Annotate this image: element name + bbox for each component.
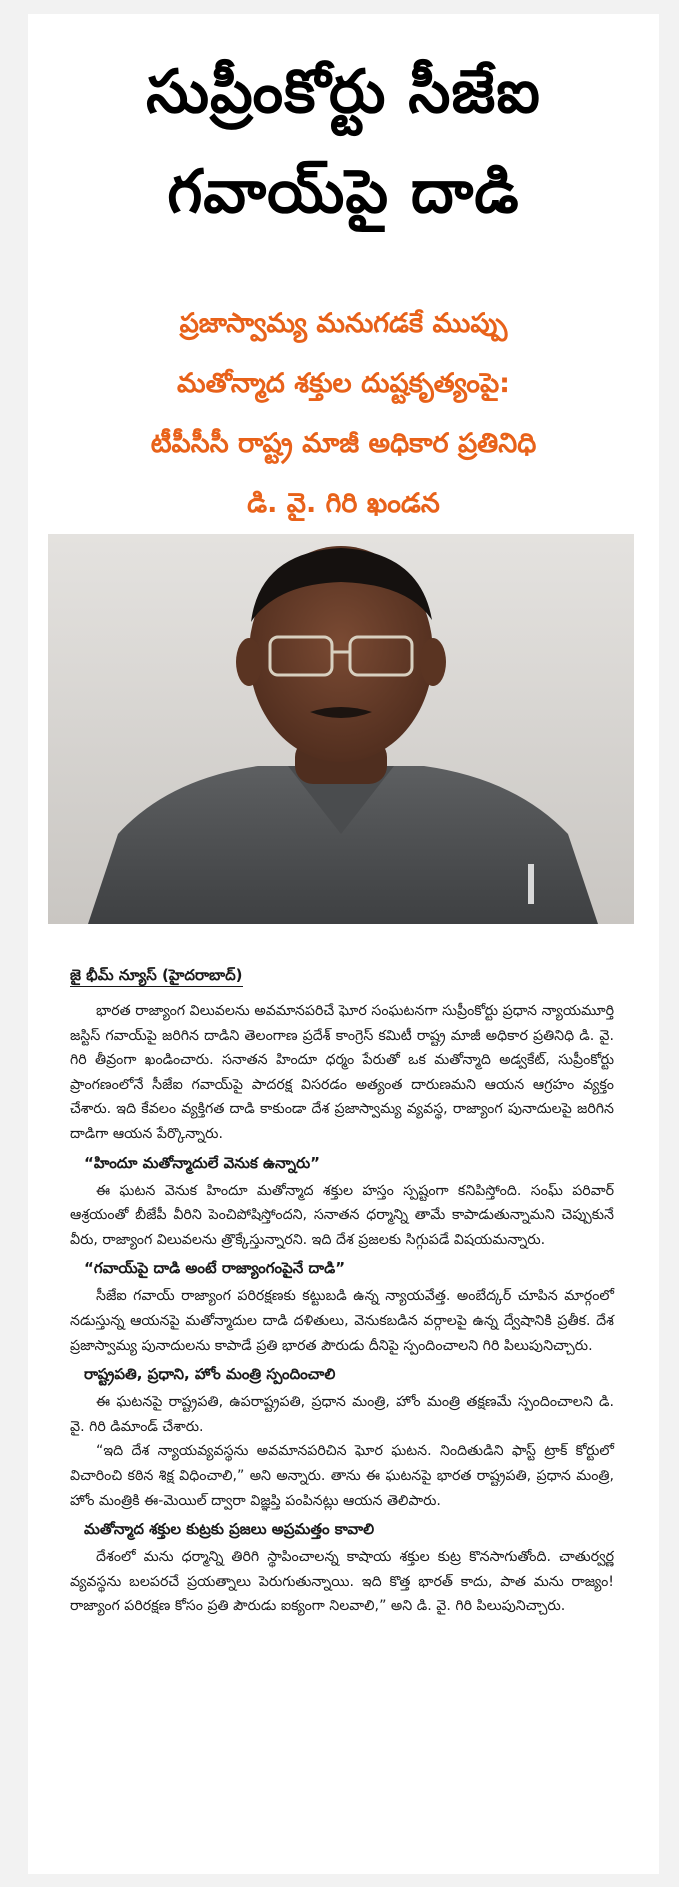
article-paragraph: ఈ ఘటనపై రాష్ట్రపతి, ఉపరాష్ట్రపతి, ప్రధాన మంత్రి, హోం మంత్రి తక్షణమే స్పందించాలని డి. వై. గిరి డిమాండ్ చేశారు.	[70, 1394, 614, 1435]
article-paragraph: సీజేఐ గవాయ్ రాజ్యాంగ పరిరక్షణకు కట్టుబడి ఉన్న న్యాయవేత్త. అంబేద్కర్ చూపిన మార్గంలో నడుస్తున్న ఆయనపై మతోన్మాదుల దాడి దళితులు, వెనుకబడిన వర్గాలపై ఉన్న ద్వేషానికి ప్రతీక. దేశ ప్రజాస్వామ్య పునాదులను కాపాడే ప్రతి భారత పౌరుడు దీనిపై స్పందించాలని గిరి పిలుపునిచ్చారు.	[70, 1288, 614, 1354]
portrait-photo	[48, 534, 634, 924]
article-body	[70, 964, 614, 1619]
article-blocks	[70, 999, 614, 1619]
portrait-illustration	[48, 534, 634, 924]
headline-line-1: సుప్రీంకోర్టు సీజేఐ	[146, 57, 541, 127]
headline-line-2: గవాయ్‌పై దాడి	[167, 157, 520, 227]
subheadline-line-4: డి. వై. గిరి ఖండన	[247, 488, 440, 519]
section-subtitle: “హిందూ మతోన్మాదులే వెనుక ఉన్నారు”	[84, 1153, 321, 1172]
subheadline-line-2: మతోన్మాద శక్తుల దుష్టకృత్యంపై:	[177, 368, 510, 399]
section-subtitle: మతోన్మాద శక్తుల కుట్రకు ప్రజలు అప్రమత్తం కావాలి	[84, 1520, 375, 1539]
dateline: జై భీమ్ న్యూస్ (హైదరాబాద్)	[70, 964, 243, 987]
article-paragraph: “ఇది దేశ న్యాయవ్యవస్థను అవమానపరిచిన ఘోర ఘటన. నిందితుడిని ఫాస్ట్ ట్రాక్ కోర్టులో విచారించి కఠిన శిక్ష విధించాలి,” అని అన్నారు. తాను ఈ ఘటనపై భారత రాష్ట్రపతి, ప్రధాన మంత్రి, హోం మంత్రికి ఈ-మెయిల్ ద్వారా విజ్ఞప్తి పంపినట్లు ఆయన తెలిపారు.	[70, 1443, 614, 1509]
subheadline-line-1: ప్రజాస్వామ్య మనుగడకే ముప్పు	[179, 308, 508, 339]
news-clipping	[28, 14, 659, 1874]
subheadline	[28, 294, 659, 534]
article-paragraph: దేశంలో మను ధర్మాన్ని తిరిగి స్థాపించాలన్న కాషాయ శక్తుల కుట్ర కొనసాగుతోంది. చాతుర్వర్ణ వ్యవస్థను బలపరచే ప్రయత్నాలు పెరుగుతున్నాయి. ఇది కొత్త భారత్ కాదు, పాత మను రాజ్యం! రాజ్యాంగ పరిరక్షణ కోసం ప్రతి పౌరుడు ఐక్యంగా నిలవాలి,” అని డి. వై. గిరి పిలుపునిచ్చారు.	[70, 1549, 614, 1615]
article-paragraph: భారత రాజ్యాంగ విలువలను అవమానపరిచే ఘోర సంఘటనగా సుప్రీంకోర్టు ప్రధాన న్యాయమూర్తి జస్టిస్ గవాయ్‌పై జరిగిన దాడిని తెలంగాణ ప్రదేశ్ కాంగ్రెస్ కమిటీ రాష్ట్ర మాజీ అధికార ప్రతినిధి డి. వై. గిరి తీవ్రంగా ఖండించారు. సనాతన హిందూ ధర్మం పేరుతో ఒక మతోన్మాది అడ్వకేట్, సుప్రీంకోర్టు ప్రాంగణంలోనే సీజేఐ గవాయ్‌పై పాదరక్ష విసరడం అత్యంత దారుణమని ఆయన ఆగ్రహం వ్యక్తం చేశారు. ఇది కేవలం వ్యక్తిగత దాడి కాకుండా దేశ ప్రజాస్వామ్య వ్యవస్థ, రాజ్యాంగ పునాదులపై జరిగిన దాడిగా ఆయన పేర్కొన్నారు.	[70, 1003, 614, 1142]
article-paragraph: ఈ ఘటన వెనుక హిందూ మతోన్మాద శక్తుల హస్తం స్పష్టంగా కనిపిస్తోంది. సంఘ్ పరివార్ ఆశ్రయంతో బీజేపీ వీరిని పెంచిపోషిస్తోందని, సనాతన ధర్మాన్ని తామే కాపాడుతున్నామని చెప్పుకునే వీరు, రాజ్యాంగ విలువలను త్రొక్కేస్తున్నారని. ఇది దేశ ప్రజలకు సిగ్గుపడే విషయమన్నారు.	[70, 1182, 614, 1248]
section-subtitle: రాష్ట్రపతి, ప్రధాని, హోం మంత్రి స్పందించాలి	[84, 1365, 336, 1384]
subheadline-line-3: టీపీసీసీ రాష్ట్ర మాజీ అధికార ప్రతినిధి	[150, 428, 537, 459]
headline	[28, 42, 659, 242]
section-subtitle: “గవాయ్‌పై దాడి అంటే రాజ్యాంగంపైనే దాడి”	[84, 1259, 346, 1278]
